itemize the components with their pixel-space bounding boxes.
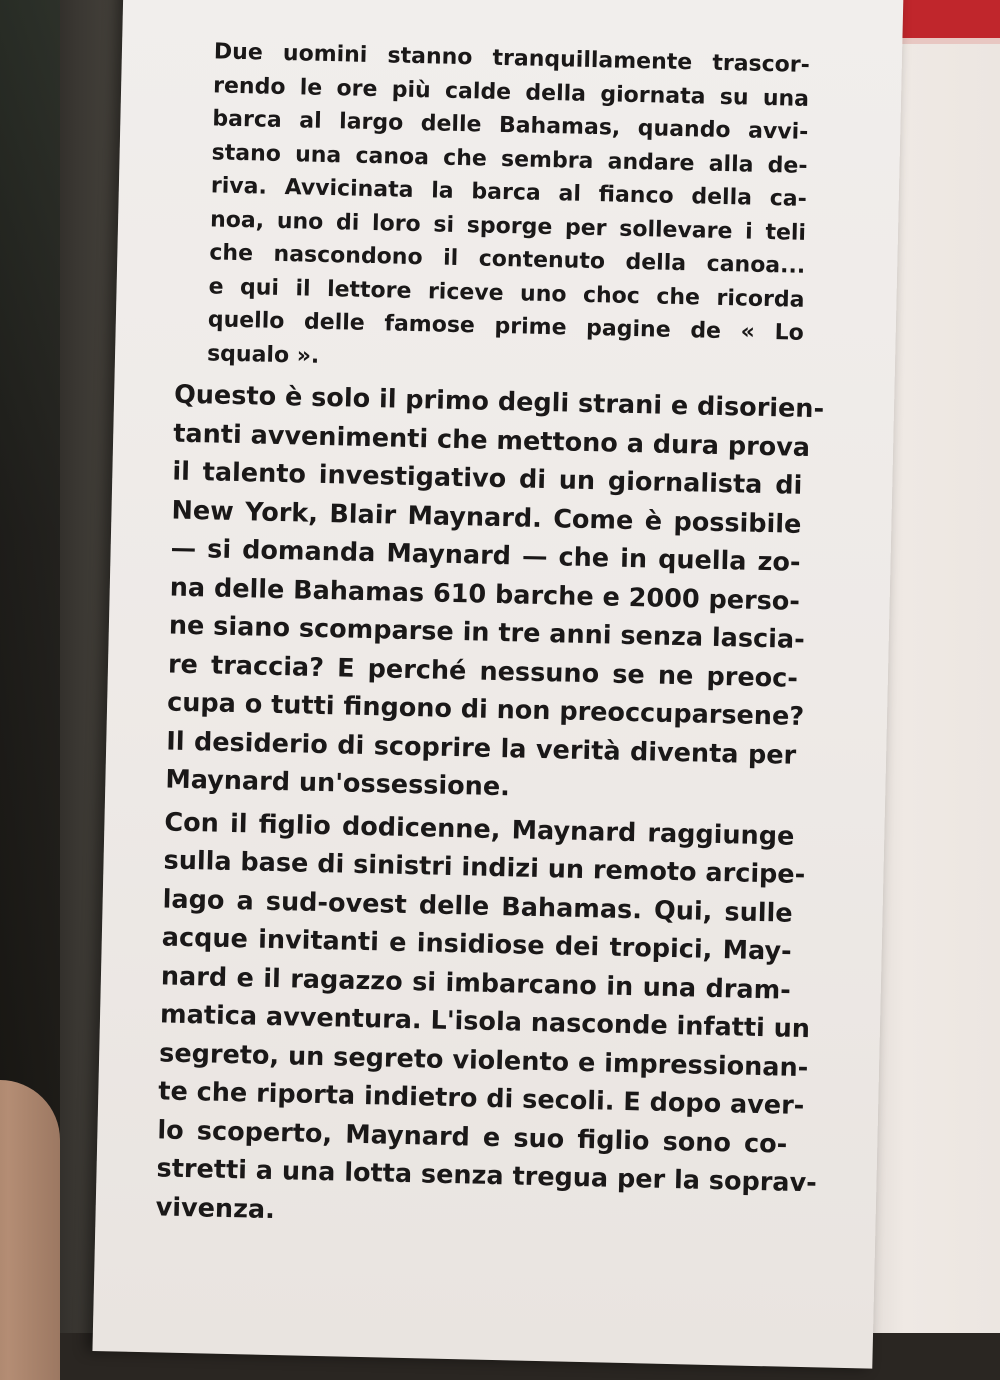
text-line: New York, Blair Maynard. Come è possibile	[171, 495, 802, 540]
paragraph-3	[155, 803, 818, 1241]
text-line: Con il figlio dodicenne, Maynard raggiunge	[164, 806, 795, 852]
text-line: rendo le ore più calde della giornata su una	[212, 72, 810, 112]
text-line: segreto, un segreto violento e impressionan-	[158, 1037, 809, 1083]
blurb-text	[155, 35, 825, 1245]
text-line: quello delle famose prime pagine de « Lo	[207, 307, 805, 346]
text-line: barca al largo delle Bahamas, quando avvi-	[212, 106, 809, 145]
paragraph-1	[207, 35, 810, 383]
text-line: Questo è solo il primo degli strani e disorien-	[173, 379, 825, 425]
book-page	[92, 0, 903, 1369]
text-line: e qui il lettore riceve uno choc che ricorda	[208, 273, 805, 313]
text-line: Maynard un'ossessione.	[165, 764, 511, 803]
text-line: ne siano scomparse in tre anni senza lascia-	[168, 610, 806, 655]
text-line: cupa o tutti fingono di non preoccuparsene?	[166, 687, 805, 732]
text-line: acque invitanti e insidiose dei tropici, May-	[161, 922, 793, 967]
text-line: matica avventura. L'isola nasconde infatti un	[159, 999, 811, 1045]
text-line: sulla base di sinistri indizi un remoto arcipe-	[163, 845, 806, 891]
text-line: riva. Avvicinata la barca al fianco della ca-	[210, 173, 808, 212]
text-line: stretti a una lotta senza tregua per la soprav-	[156, 1153, 818, 1199]
text-line: Il desiderio di scoprire la verità diventa per	[165, 725, 797, 771]
text-line: lo scoperto, Maynard e suo figlio sono co-	[157, 1114, 788, 1160]
paragraph-2	[165, 376, 825, 814]
text-line: lago a sud-ovest delle Bahamas. Qui, sulle	[162, 883, 793, 929]
text-line: re traccia? E perché nessuno se ne preoc-	[167, 649, 799, 694]
text-line: — si domanda Maynard — che in quella zo-	[170, 533, 801, 578]
text-line: il talento investigativo di un giornalista di	[172, 456, 803, 501]
text-line: che nascondono il contenuto della canoa...	[209, 240, 806, 279]
text-line: noa, uno di loro si sporge per sollevare i teli	[209, 206, 807, 246]
text-line: stano una canoa che sembra andare alla de-	[211, 139, 808, 179]
text-line: te che riporta indietro di secoli. E dopo aver-	[158, 1076, 805, 1122]
finger	[0, 1080, 60, 1380]
text-line: squalo ».	[206, 340, 320, 369]
text-line: vivenza.	[155, 1191, 276, 1225]
text-line: tanti avvenimenti che mettono a dura prova	[172, 418, 811, 463]
text-line: Due uomini stanno tranquillamente trascor-	[213, 39, 811, 78]
text-line: na delle Bahamas 610 barche e 2000 perso-	[169, 572, 801, 617]
text-line: nard e il ragazzo si imbarcano in una dram-	[160, 960, 792, 1006]
